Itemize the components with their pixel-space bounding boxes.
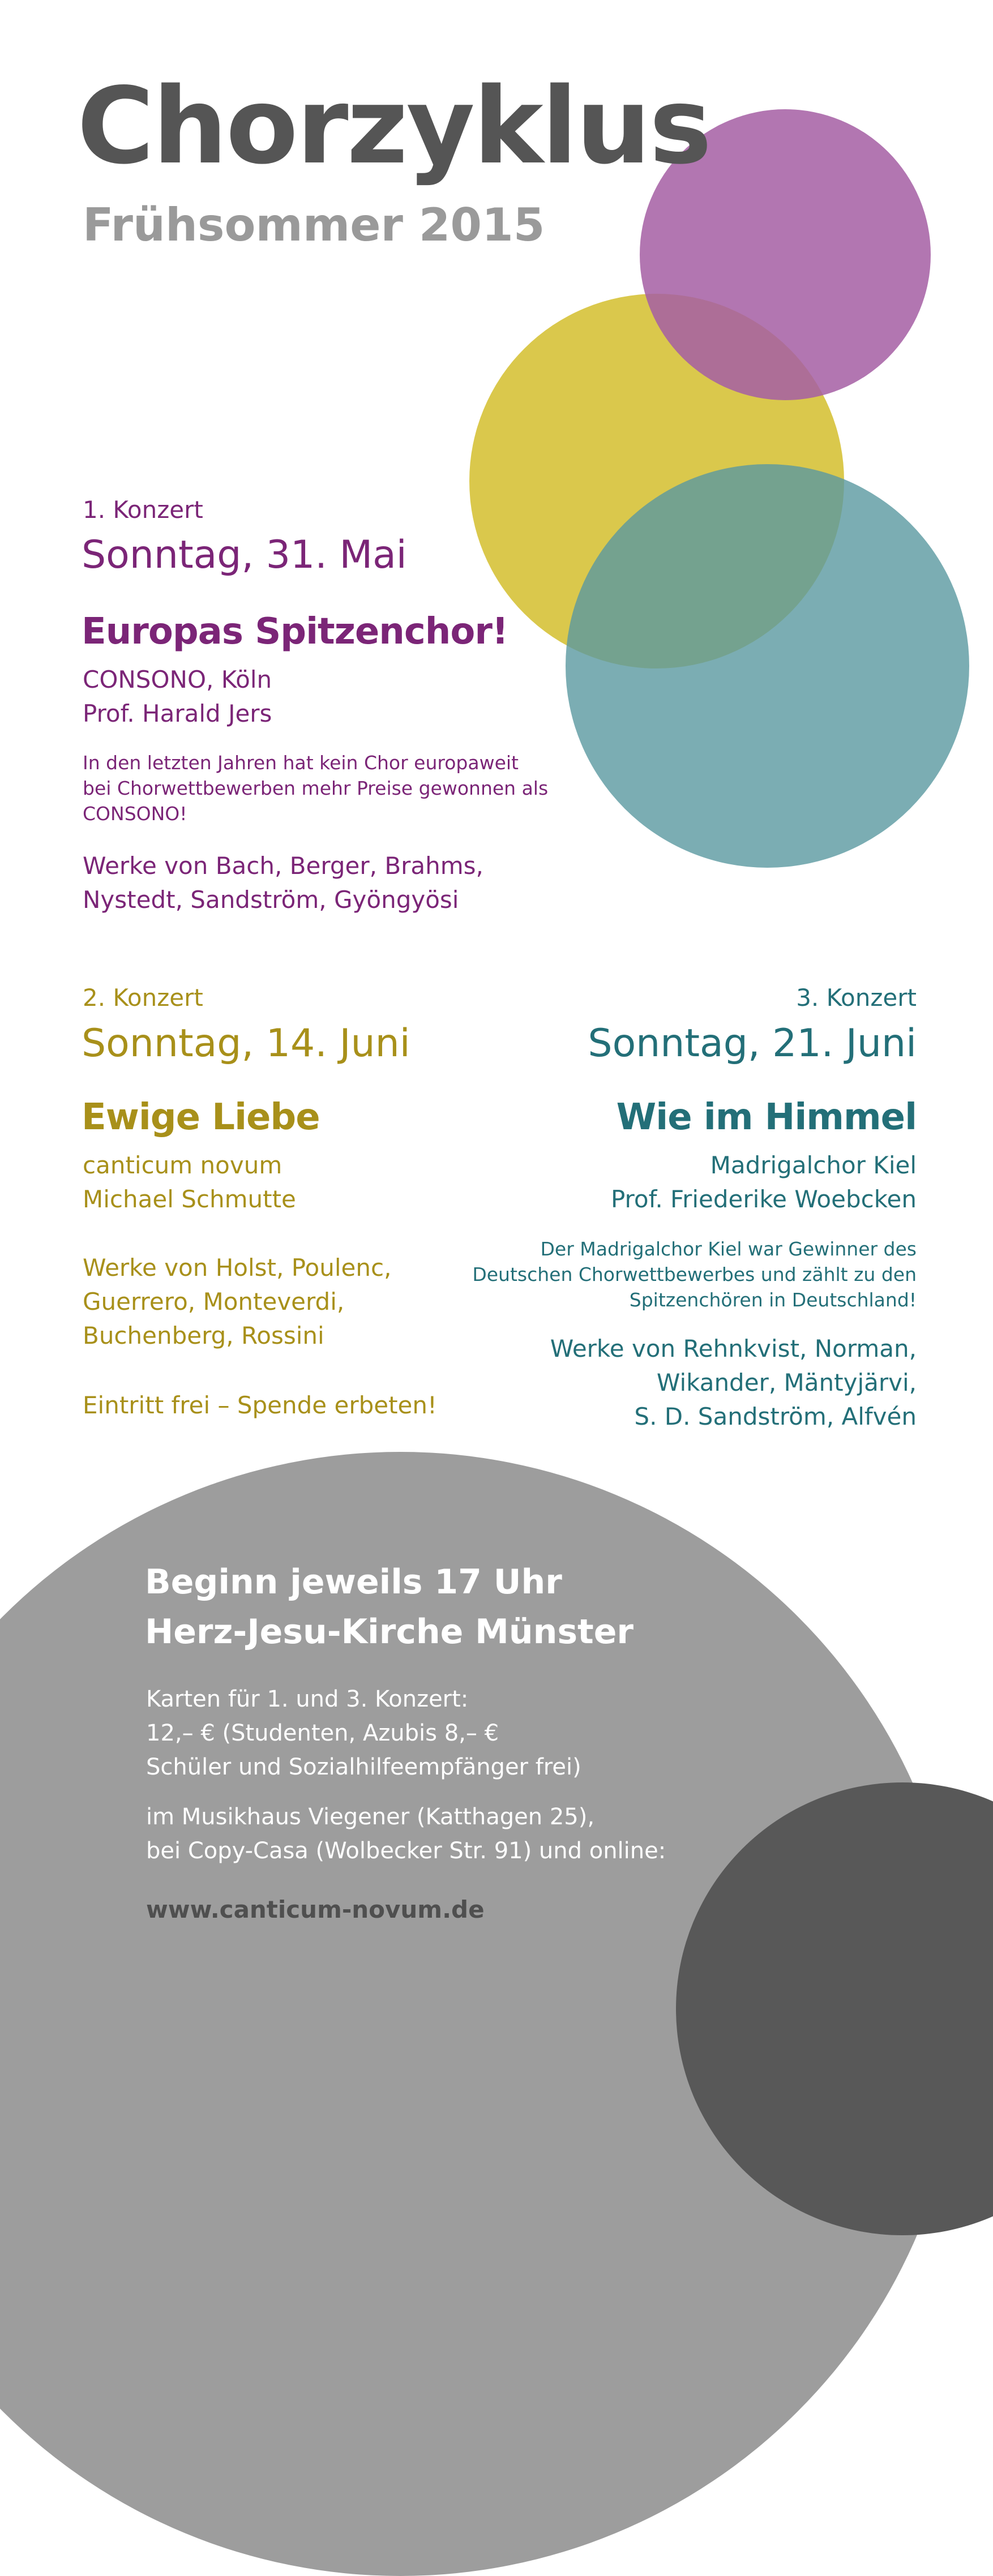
works-line: Werke von Holst, Poulenc,: [83, 1254, 392, 1281]
performer-line: Michael Schmutte: [83, 1185, 296, 1213]
description-line: Deutschen Chorwettbewerbes und zählt zu den: [472, 1263, 917, 1285]
sales-line: bei Copy-Casa (Wolbecker Str. 91) und online:: [146, 1838, 666, 1864]
description-line: Der Madrigalchor Kiel war Gewinner des: [540, 1238, 917, 1260]
concert2-number: 2. Konzert: [83, 984, 203, 1011]
works-line: Buchenberg, Rossini: [83, 1322, 324, 1349]
concert2-note: Eintritt frei – Spende erbeten!: [83, 1391, 437, 1419]
concert3-title: Wie im Himmel: [616, 1096, 917, 1138]
works-line: S. D. Sandström, Alfvén: [634, 1403, 917, 1430]
description-line: CONSONO!: [83, 803, 187, 825]
performer-line: Prof. Friederike Woebcken: [610, 1185, 917, 1213]
concert2-title: Ewige Liebe: [82, 1096, 320, 1138]
performer-line: canticum novum: [83, 1151, 283, 1179]
concert1-description: [83, 750, 548, 826]
concert1-works: [83, 849, 483, 917]
concert3-works: [550, 1332, 917, 1434]
description-line: In den letzten Jahren hat kein Chor europaweit: [83, 752, 519, 774]
performer-line: Prof. Harald Jers: [83, 700, 272, 727]
sales-info: [146, 1800, 666, 1868]
poster-subtitle: Frühsommer 2015: [83, 199, 545, 251]
teal-decorative-circle: [566, 464, 969, 868]
description-line: bei Chorwettbewerben mehr Preise gewonnen als: [83, 777, 549, 799]
concert1-number: 1. Konzert: [83, 496, 203, 524]
begin-time: Beginn jeweils 17 Uhr: [145, 1562, 562, 1602]
ticket-line: Schüler und Sozialhilfeempfänger frei): [146, 1754, 581, 1780]
description-line: Spitzenchören in Deutschland!: [629, 1289, 917, 1311]
concert1-title: Europas Spitzenchor!: [82, 611, 508, 653]
venue: Herz-Jesu-Kirche Münster: [145, 1612, 634, 1652]
website-link[interactable]: www.canticum-novum.de: [146, 1896, 485, 1923]
works-line: Werke von Rehnkvist, Norman,: [550, 1335, 917, 1362]
concert2-works: [83, 1251, 391, 1353]
concert1-date: Sonntag, 31. Mai: [82, 533, 407, 577]
concert3-number: 3. Konzert: [796, 984, 917, 1011]
ticket-info: [146, 1682, 581, 1784]
performer-line: Madrigalchor Kiel: [710, 1151, 917, 1179]
works-line: Guerrero, Monteverdi,: [83, 1288, 345, 1315]
concert3-date: Sonntag, 21. Juni: [588, 1021, 917, 1066]
works-line: Werke von Bach, Berger, Brahms,: [83, 852, 483, 880]
ticket-line: 12,– € (Studenten, Azubis 8,– €: [146, 1720, 499, 1746]
poster-title: Chorzyklus: [77, 65, 710, 187]
sales-line: im Musikhaus Viegener (Katthagen 25),: [146, 1804, 595, 1830]
works-line: Nystedt, Sandström, Gyöngyösi: [83, 886, 459, 914]
performer-line: CONSONO, Köln: [83, 666, 272, 693]
concert2-date: Sonntag, 14. Juni: [82, 1021, 410, 1066]
ticket-line: Karten für 1. und 3. Konzert:: [146, 1686, 469, 1712]
concert2-performers: [83, 1148, 296, 1216]
concert1-performers: [83, 663, 272, 731]
concert3-description: [472, 1236, 917, 1313]
works-line: Wikander, Mäntyjärvi,: [656, 1369, 917, 1396]
concert3-performers: [611, 1148, 917, 1216]
